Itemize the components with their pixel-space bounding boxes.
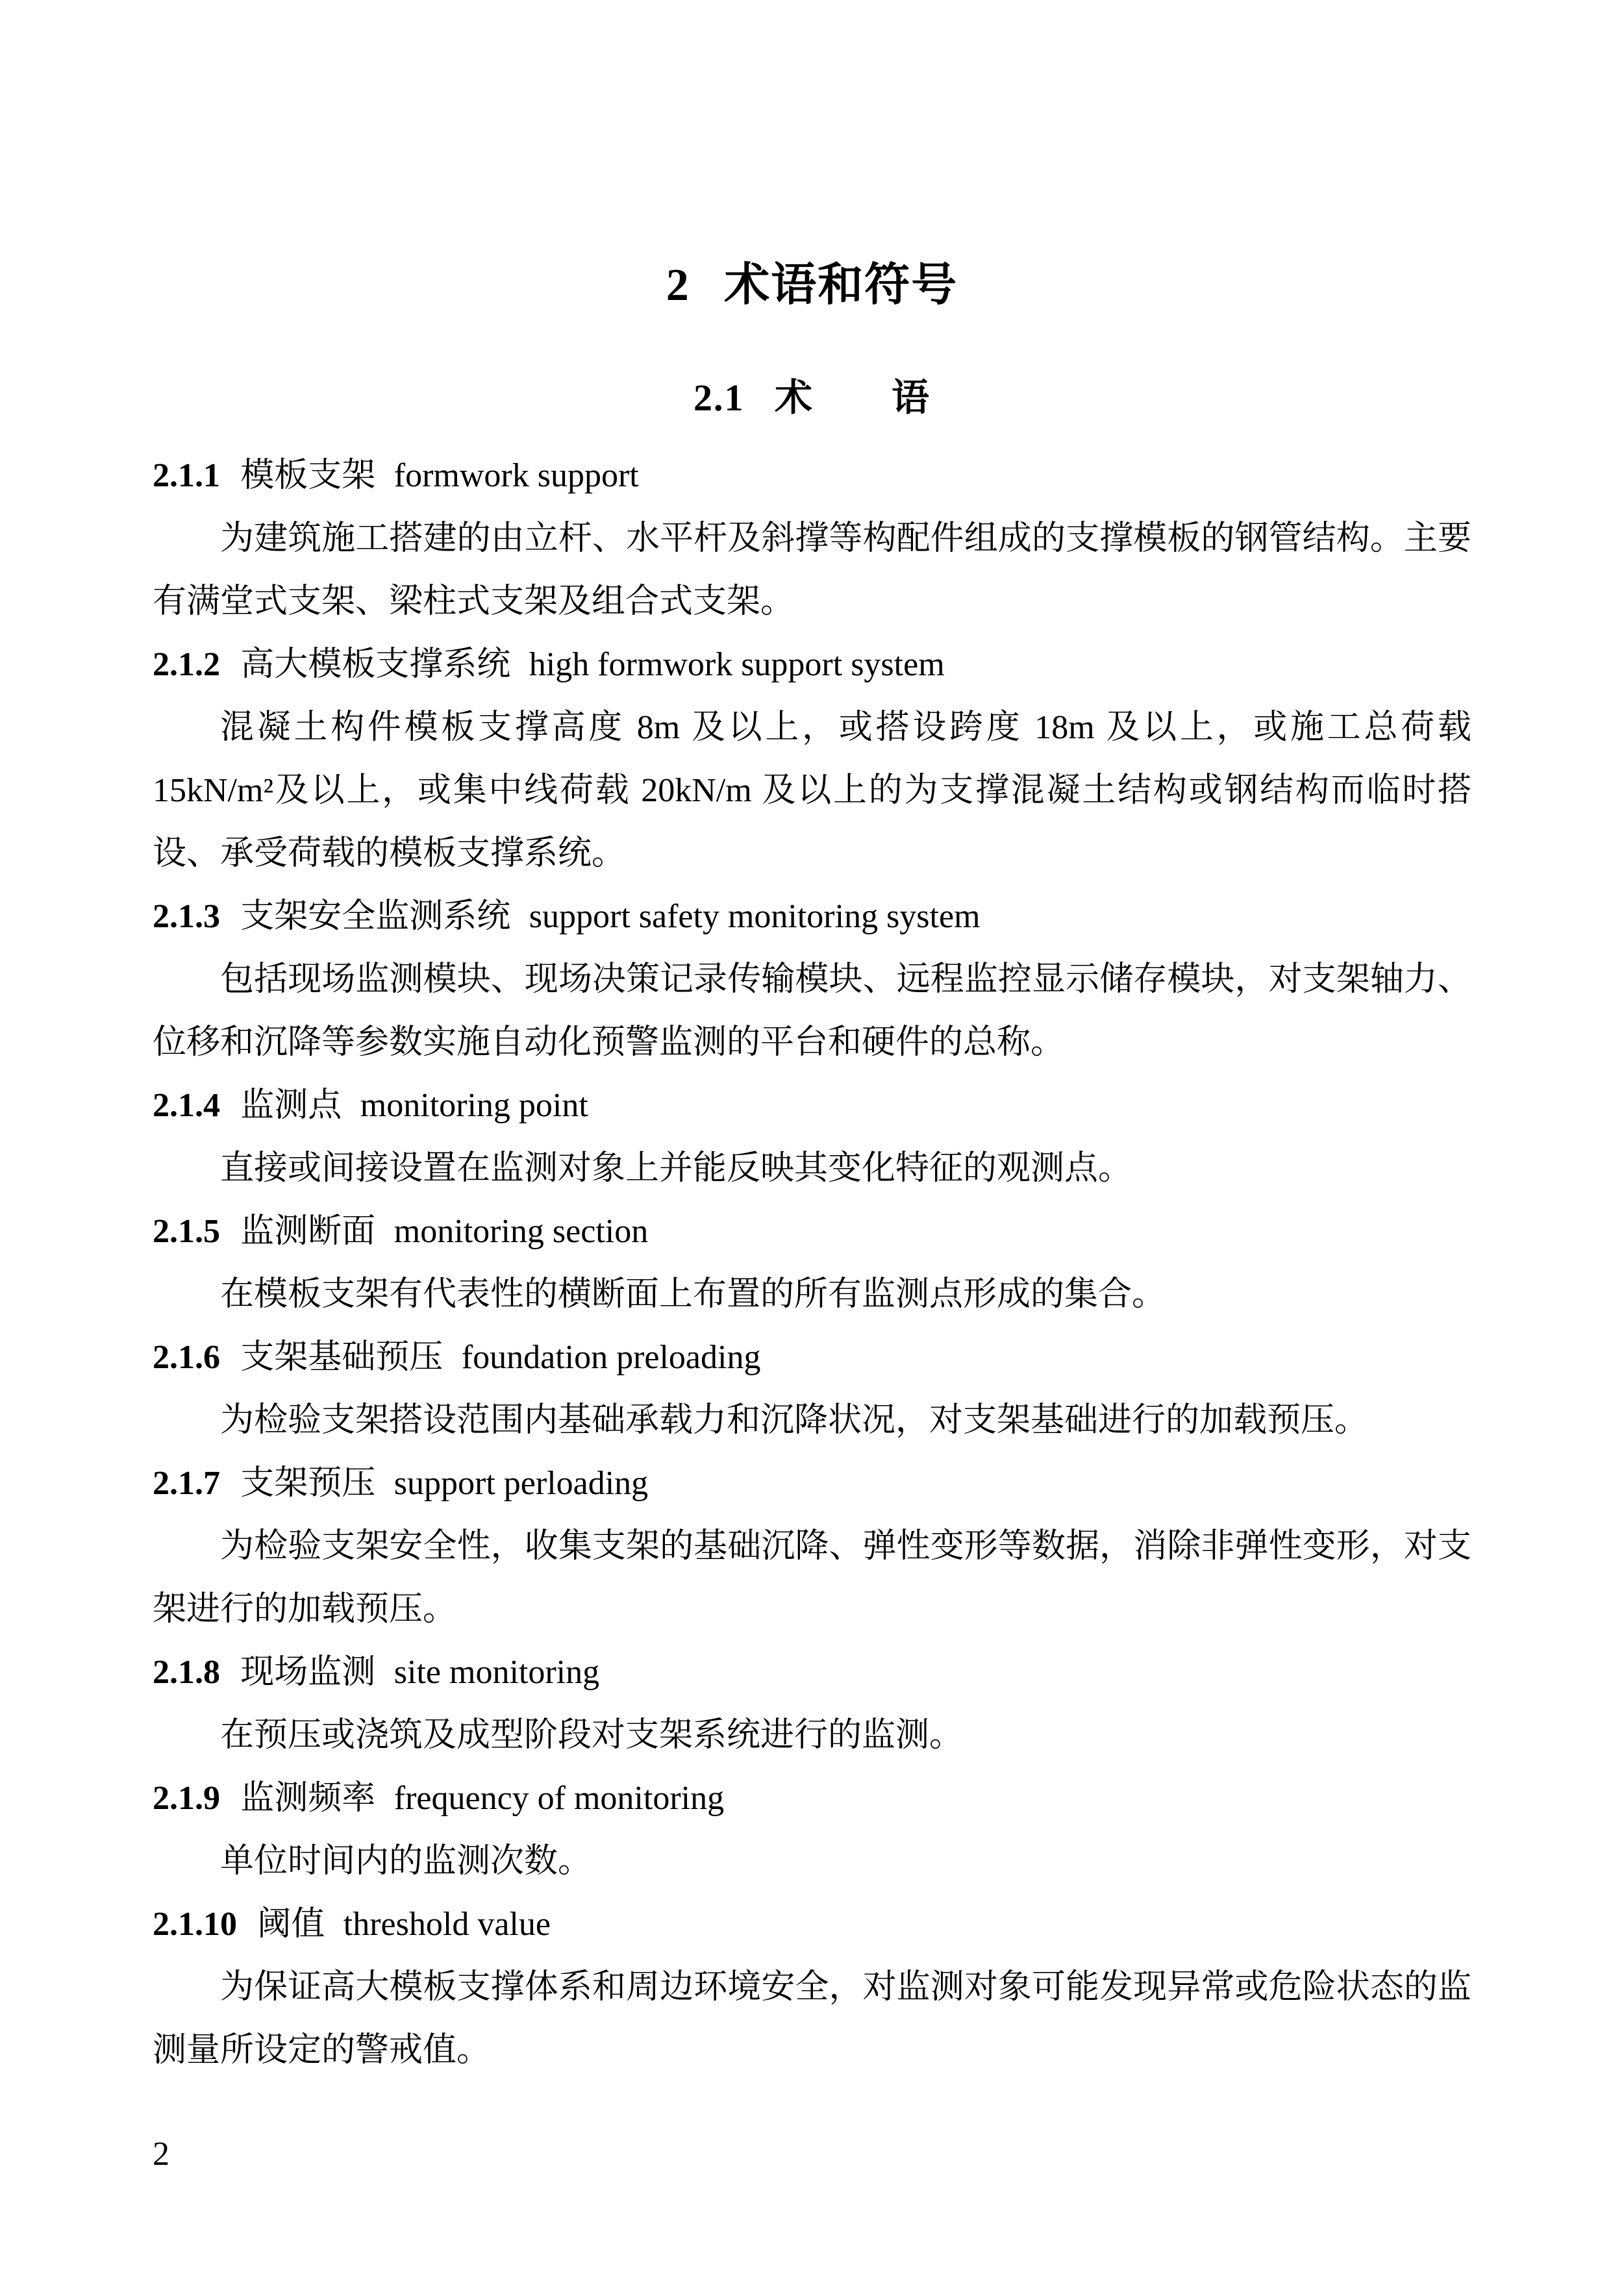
term-definition: 直接或间接设置在监测对象上并能反映其变化特征的观测点。: [220, 1150, 1132, 1187]
term-english: threshold value: [343, 1906, 551, 1943]
term-english: support perloading: [394, 1465, 649, 1502]
term-number: 2.1.5: [153, 1213, 220, 1250]
section-title-text: 术 语: [774, 377, 931, 419]
term-definition: 在模板支架有代表性的横断面上布置的所有监测点形成的集合。: [220, 1276, 1166, 1313]
term-entry-2-1-5: [153, 1200, 1471, 1326]
term-number: 2.1.4: [153, 1087, 220, 1124]
term-english: formwork support: [394, 457, 639, 494]
term-heading: [153, 885, 1471, 948]
term-definition: 在预压或浇筑及成型阶段对支架系统进行的监测。: [220, 1717, 964, 1754]
term-entry-2-1-2: [153, 633, 1471, 885]
term-chinese: 监测点: [240, 1087, 342, 1124]
term-entry-2-1-3: [153, 885, 1471, 1074]
term-heading: [153, 1893, 1471, 1956]
term-number: 2.1.3: [153, 898, 220, 935]
term-entry-2-1-7: [153, 1452, 1471, 1641]
term-number: 2.1.8: [153, 1654, 220, 1691]
term-chinese: 模板支架: [240, 457, 376, 494]
term-number: 2.1.1: [153, 457, 220, 494]
term-english: foundation preloading: [461, 1339, 761, 1376]
term-heading: [153, 1074, 1471, 1137]
term-heading: [153, 1641, 1471, 1704]
term-entry-2-1-10: [153, 1893, 1471, 2082]
term-entry-2-1-6: [153, 1326, 1471, 1452]
term-definition: 包括现场监测模块、现场决策记录传输模块、远程监控显示储存模块，对支架轴力、位移和沉降等参数实施自动化预警监测的平台和硬件的总称。: [153, 961, 1471, 1061]
term-english: frequency of monitoring: [394, 1780, 725, 1817]
term-entry-2-1-8: [153, 1641, 1471, 1767]
chapter-number: 2: [666, 260, 690, 310]
term-definition: 为建筑施工搭建的由立杆、水平杆及斜撑等构配件组成的支撑模板的钢管结构。主要有满堂式支架、梁柱式支架及组合式支架。: [153, 520, 1471, 620]
terms-list: [153, 444, 1471, 2082]
term-heading: [153, 1326, 1471, 1389]
term-entry-2-1-9: [153, 1767, 1471, 1893]
term-number: 2.1.7: [153, 1465, 220, 1502]
term-heading: [153, 633, 1471, 696]
section-number: 2.1: [693, 377, 745, 419]
term-chinese: 现场监测: [240, 1654, 376, 1691]
section-title: [0, 375, 1624, 421]
term-entry-2-1-4: [153, 1074, 1471, 1200]
term-chinese: 高大模板支撑系统: [240, 646, 511, 683]
term-heading: [153, 444, 1471, 507]
chapter-title-text: 术语和符号: [724, 260, 958, 310]
term-english: support safety monitoring system: [529, 898, 981, 935]
term-english: monitoring section: [394, 1213, 649, 1250]
chapter-title: [0, 0, 1624, 313]
term-chinese: 阈值: [257, 1906, 325, 1943]
term-english: monitoring point: [360, 1087, 588, 1124]
term-chinese: 监测断面: [240, 1213, 376, 1250]
term-chinese: 支架预压: [240, 1465, 376, 1502]
term-english: high formwork support system: [529, 646, 945, 683]
term-chinese: 监测频率: [240, 1780, 376, 1817]
term-number: 2.1.9: [153, 1780, 220, 1817]
term-heading: [153, 1200, 1471, 1263]
term-chinese: 支架基础预压: [240, 1339, 443, 1376]
term-chinese: 支架安全监测系统: [240, 898, 511, 935]
term-definition: 为检验支架搭设范围内基础承载力和沉降状况，对支架基础进行的加载预压。: [220, 1402, 1369, 1439]
term-definition: 单位时间内的监测次数。: [220, 1843, 592, 1880]
term-heading: [153, 1767, 1471, 1830]
term-number: 2.1.6: [153, 1339, 220, 1376]
term-english: site monitoring: [394, 1654, 600, 1691]
term-entry-2-1-1: [153, 444, 1471, 633]
term-number: 2.1.10: [153, 1906, 237, 1943]
term-heading: [153, 1452, 1471, 1515]
page-number: 2: [153, 2136, 169, 2173]
term-definition: 为保证高大模板支撑体系和周边环境安全，对监测对象可能发现异常或危险状态的监测量所设定的警戒值。: [153, 1969, 1471, 2069]
term-definition: 为检验支架安全性，收集支架的基础沉降、弹性变形等数据，消除非弹性变形，对支架进行的加载预压。: [153, 1528, 1471, 1628]
term-number: 2.1.2: [153, 646, 220, 683]
term-definition: 混凝土构件模板支撑高度 8m 及以上，或搭设跨度 18m 及以上，或施工总荷载 15kN/m²及以上，或集中线荷载 20kN/m 及以上的为支撑混凝土结构或钢结构而临时搭设、承受荷载的模板支撑系统。: [153, 709, 1471, 872]
